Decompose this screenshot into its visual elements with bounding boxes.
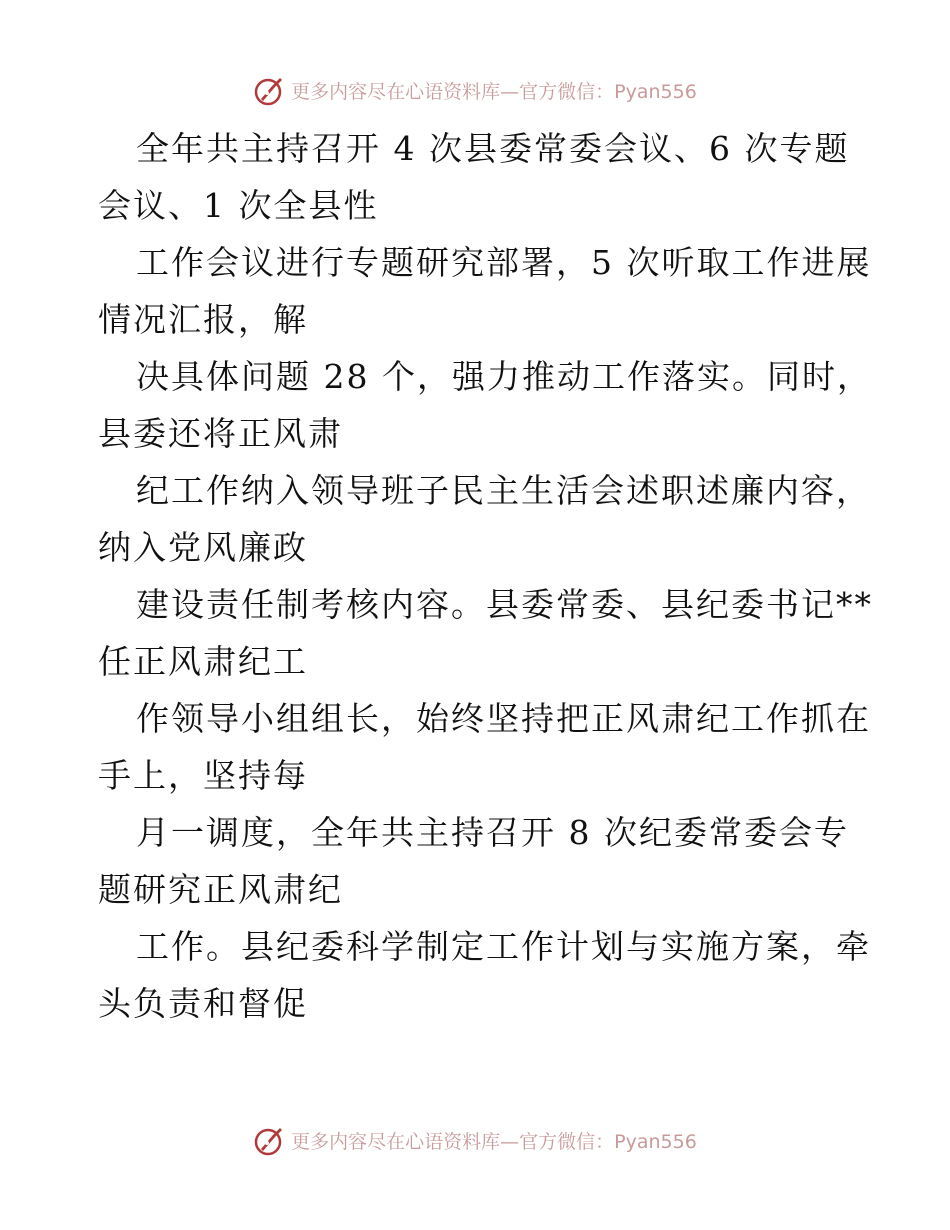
pen-nib-logo-icon (253, 73, 287, 107)
header-banner (0, 70, 950, 110)
header-handle: Pyan556 (614, 80, 697, 103)
footer-banner (0, 1120, 950, 1160)
body-line: 月一调度，全年共主持召开 8 次纪委常委会专 (136, 813, 849, 852)
body-line: 手上，坚持每 (98, 756, 308, 795)
body-line: 决具体问题 28 个，强力推动工作落实。同时， (136, 357, 872, 396)
body-line: 纳入党风廉政 (98, 528, 308, 567)
body-line: 县委还将正风肃 (98, 414, 343, 453)
body-line: 工作会议进行专题研究部署，5 次听取工作进展 (136, 243, 872, 282)
pen-nib-logo-icon (253, 1123, 287, 1157)
body-line: 题研究正风肃纪 (98, 870, 343, 909)
body-line: 纪工作纳入领导班子民主生活会述职述廉内容， (136, 471, 871, 510)
body-line: 全年共主持召开 4 次县委常委会议、6 次专题 (136, 129, 850, 168)
footer-handle: Pyan556 (614, 1130, 697, 1153)
header-label: 更多内容尽在心语资料库—官方微信： (291, 80, 615, 103)
footer-text (291, 1127, 697, 1154)
body-line: 情况汇报，解 (98, 300, 308, 339)
document-body (98, 120, 873, 1032)
body-line: 建设责任制考核内容。县委常委、县纪委书记** (136, 585, 873, 624)
body-line: 头负责和督促 (98, 984, 308, 1023)
body-line: 工作。县纪委科学制定工作计划与实施方案，牵 (136, 927, 871, 966)
footer-label: 更多内容尽在心语资料库—官方微信： (291, 1130, 615, 1153)
header-text (291, 77, 697, 104)
body-line: 会议、1 次全县性 (98, 186, 379, 225)
body-line: 作领导小组组长，始终坚持把正风肃纪工作抓在 (136, 699, 871, 738)
body-line: 任正风肃纪工 (98, 642, 308, 681)
